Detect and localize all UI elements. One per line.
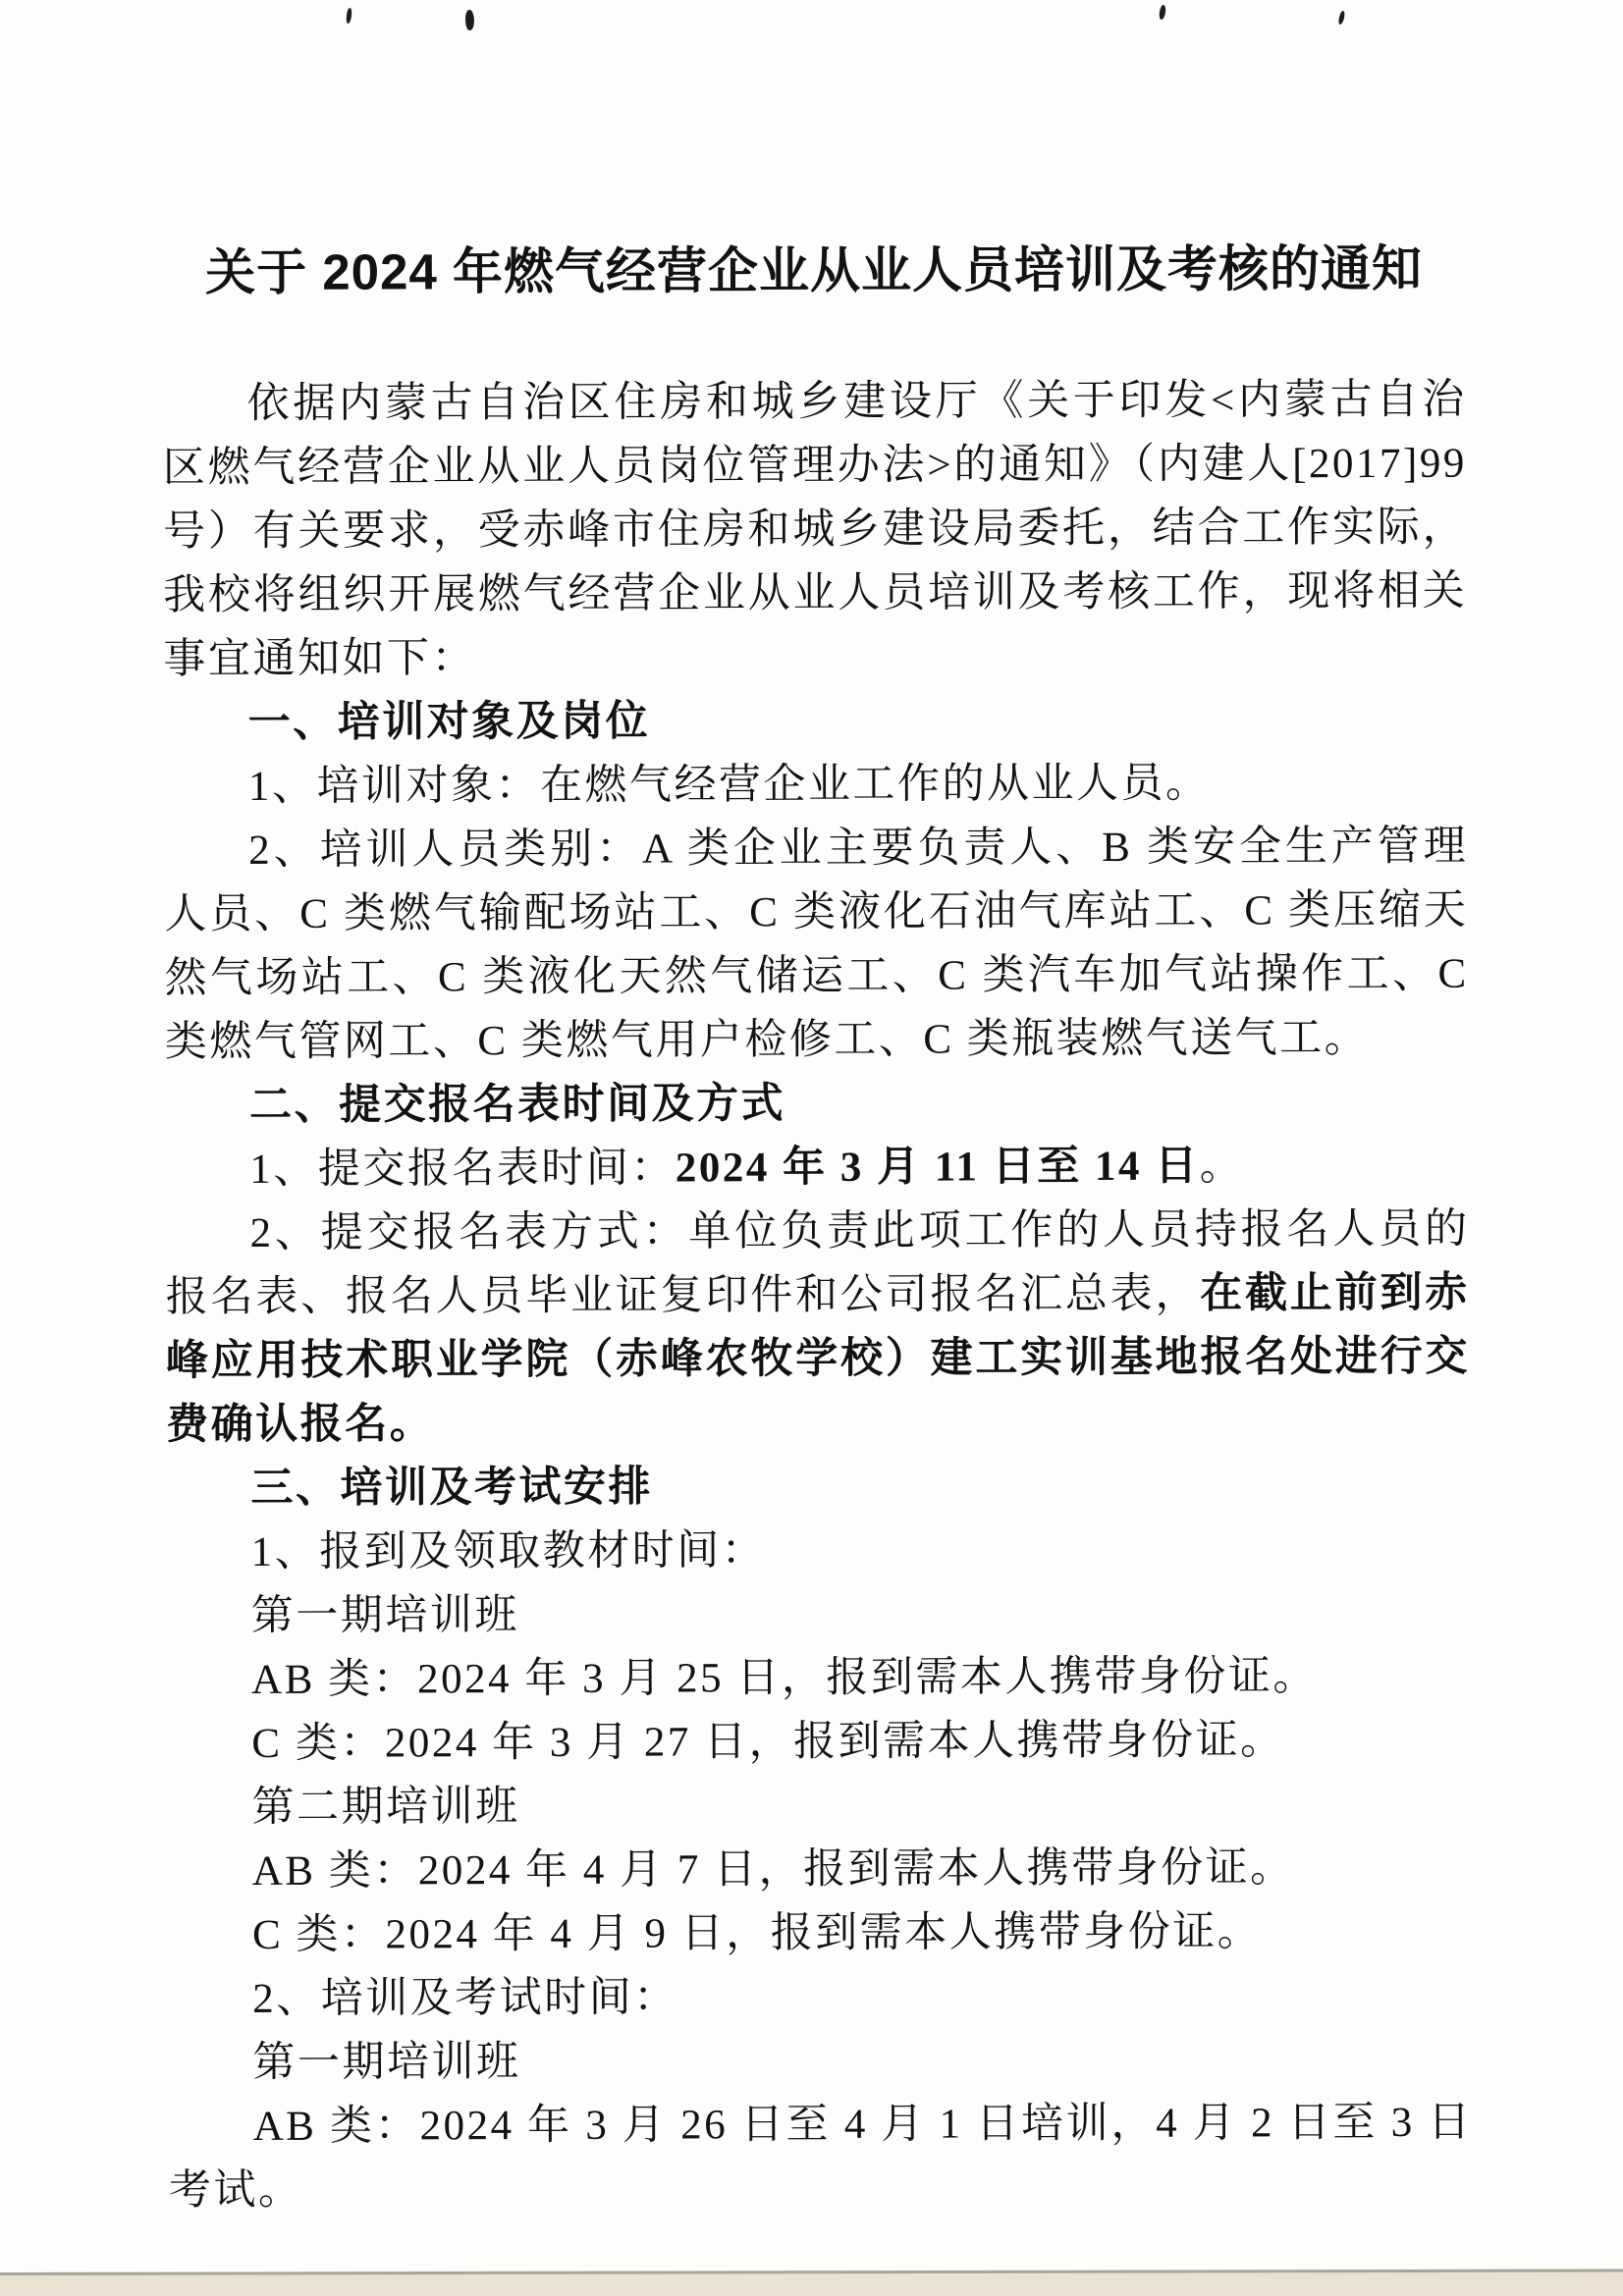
section-3-line-1: 1、报到及领取教材时间： — [250, 1527, 767, 1576]
section-1-heading: 一、培训对象及岗位 — [247, 697, 651, 747]
section-3-line-10: AB 类：2024 年 3 月 26 日至 4 月 1 日培训，4 月 2 日至 3 日考试。 — [168, 2099, 1473, 2215]
registration-place-bold: 在截止前到赤峰应用技术职业学院（赤峰农牧学校）建工实训基地报名处进行交费确认报名。 — [165, 1269, 1471, 1449]
section-3-line-5: 第二期培训班 — [251, 1784, 520, 1832]
section-3-line-6: AB 类：2024 年 4 月 7 日，报到需本人携带身份证。 — [251, 1844, 1295, 1896]
document-title: 关于 2024 年燃气经营企业从业人员培训及考核的通知 — [205, 240, 1424, 301]
section-2-item-2 — [165, 1198, 1470, 1458]
ink-speck-3 — [1159, 5, 1167, 21]
intro-paragraph: 依据内蒙古自治区住房和城乡建设厅《关于印发<内蒙古自治区燃气经营企业从业人员岗位管理办法>的通知》（内建人[2017]99 号）有关要求，受赤峰市住房和城乡建设局委托，结合工作实际，我校将组织开展燃气经营企业从业人员培训及考核工作，现将相关事宜通知如下： — [162, 376, 1468, 683]
item-text: 。 — [1199, 1143, 1245, 1190]
section-1-item-1: 1、培训对象：在燃气经营企业工作的从业人员。 — [247, 760, 1211, 811]
section-3-heading: 三、培训及考试安排 — [250, 1463, 654, 1513]
section-3-line-8: 2、培训及考试时间： — [252, 1974, 678, 2023]
section-3-line-4: C 类：2024 年 3 月 27 日，报到需本人携带身份证。 — [251, 1717, 1285, 1768]
ink-speck-1 — [346, 8, 352, 25]
ink-speck-4 — [1337, 11, 1345, 26]
item-text: 1、提交报名表时间： — [249, 1145, 676, 1194]
scan-bottom-edge — [0, 2269, 1623, 2296]
section-3-line-9: 第一期培训班 — [252, 2039, 521, 2087]
item-text: 2、提交报名表方式：单位负责此项工作的人员持报名人员的报名表、报名人员毕业证复印件和公司报名汇总表， — [165, 1205, 1470, 1321]
document-content — [162, 239, 1473, 2223]
section-1-item-2: 2、培训人员类别：A 类企业主要负责人、B 类安全生产管理人员、C 类燃气输配场站工、C 类液化石油气库站工、C 类压缩天然气场站工、C 类液化天然气储运工、C 类汽车加气站操作工、C 类燃气管网工、C 类燃气用户检修工、C 类瓶装燃气送气工。 — [164, 823, 1469, 1066]
section-3-line-7: C 类：2024 年 4 月 9 日，报到需本人携带身份证。 — [251, 1908, 1263, 1959]
deadline-date-bold: 2024 年 3 月 11 日至 14 日 — [675, 1143, 1200, 1192]
section-2-item-1 — [165, 1134, 1469, 1202]
section-3-line-3: AB 类：2024 年 3 月 25 日，报到需本人携带身份证。 — [251, 1653, 1318, 1704]
section-2-heading: 二、提交报名表时间及方式 — [248, 1080, 786, 1130]
section-3-line-2: 第一期培训班 — [250, 1592, 519, 1640]
ink-speck-2 — [464, 10, 475, 31]
